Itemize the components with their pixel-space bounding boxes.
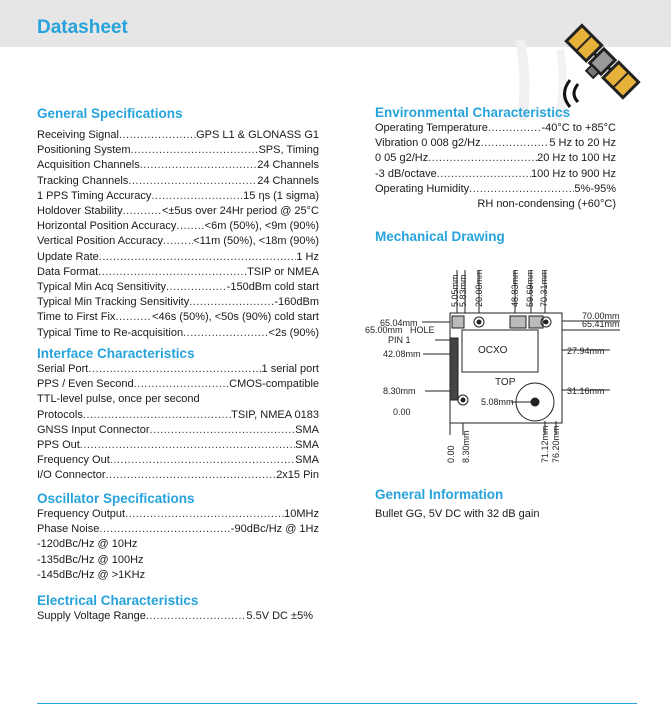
spec-label: Protocols bbox=[37, 408, 83, 421]
spec-label: Horizontal Position Accuracy bbox=[37, 220, 177, 233]
spec-row bbox=[37, 326, 319, 341]
spec-label: Typical Min Tracking Sensitivity bbox=[37, 296, 190, 309]
spec-label: PPS Out bbox=[37, 439, 80, 452]
spec-label: Update Rate bbox=[37, 250, 99, 263]
dim-label: 48.83mm bbox=[510, 269, 520, 307]
dim-label: 5.08mm bbox=[481, 397, 514, 407]
leader-dots bbox=[99, 250, 297, 265]
spec-label: Phase Noise bbox=[37, 523, 100, 536]
dim-label: 5.05mm bbox=[450, 274, 460, 307]
spec-value: <11m (50%), <18m (90%) bbox=[193, 235, 319, 248]
spec-value: CMOS-compatible bbox=[229, 378, 319, 391]
leader-dots bbox=[128, 174, 257, 189]
spec-value: -90dBc/Hz @ 1Hz bbox=[230, 523, 319, 536]
ocxo-label: OCXO bbox=[478, 345, 508, 356]
leader-dots bbox=[176, 219, 204, 234]
spec-row bbox=[37, 143, 319, 158]
dim-label: 59.69mm bbox=[525, 269, 535, 307]
oscillator-heading: Oscillator Specifications bbox=[37, 491, 195, 506]
leader-dots bbox=[83, 408, 231, 423]
leader-dots bbox=[98, 265, 247, 280]
spec-label: I/O Connector bbox=[37, 469, 106, 482]
leader-dots bbox=[125, 507, 284, 522]
phase-noise-line: -120dBc/Hz @ 10Hz bbox=[37, 538, 138, 551]
dim-label: 8.30mm bbox=[383, 386, 416, 396]
spec-value: 10MHz bbox=[284, 508, 319, 520]
spec-value: -40°C to +85°C bbox=[541, 122, 616, 134]
spec-label: Holdover Stability bbox=[37, 205, 123, 218]
spec-value: TSIP or NMEA bbox=[247, 265, 319, 278]
spec-value: SMA bbox=[295, 439, 319, 452]
leader-dots bbox=[80, 438, 295, 453]
spec-label: Serial Port bbox=[37, 363, 89, 375]
phase-noise-line: -135dBc/Hz @ 100Hz bbox=[37, 553, 144, 566]
dim-label: 0.00 bbox=[446, 445, 456, 463]
spec-row bbox=[375, 167, 616, 182]
spec-row bbox=[37, 204, 319, 219]
general-specs-heading: General Specifications bbox=[37, 106, 183, 121]
spec-row bbox=[37, 174, 319, 189]
leader-dots bbox=[183, 326, 268, 341]
spec-label: GNSS Input Connector bbox=[37, 423, 150, 436]
dim-label: 65.04mm bbox=[380, 318, 418, 328]
dim-label: 71.12mm bbox=[540, 425, 550, 463]
spec-value: <2s (90%) bbox=[268, 326, 319, 339]
spec-label: Typical Min Acq Sensitivity bbox=[37, 281, 166, 294]
spec-value: -160dBm bbox=[274, 296, 319, 309]
dim-label: 70.31mm bbox=[539, 269, 549, 307]
spec-value: 1 Hz bbox=[296, 250, 319, 263]
spec-label: Vibration 0 008 g2/Hz bbox=[375, 137, 481, 150]
dim-label: 70.00mm bbox=[582, 311, 620, 321]
spec-label: -3 dB/octave bbox=[375, 167, 437, 180]
spec-row bbox=[37, 362, 319, 377]
spec-label: Time to First Fix bbox=[37, 311, 116, 324]
spec-row bbox=[37, 438, 319, 453]
leader-dots bbox=[163, 234, 193, 249]
leader-dots bbox=[88, 362, 261, 377]
general-specs-list bbox=[37, 128, 319, 341]
spec-row bbox=[375, 182, 616, 197]
leader-dots bbox=[428, 151, 537, 166]
dim-label: HOLE bbox=[410, 325, 435, 335]
dim-label: 0.00 bbox=[393, 407, 411, 417]
spec-row bbox=[37, 250, 319, 265]
interface-note: TTL-level pulse, once per second bbox=[37, 393, 200, 406]
spec-row bbox=[37, 507, 319, 522]
spec-value: SMA bbox=[295, 423, 319, 436]
dim-label: 27.94mm bbox=[567, 346, 605, 356]
spec-row bbox=[37, 423, 319, 438]
footer-divider bbox=[37, 703, 637, 704]
spec-value: .15 ηs (1 sigma) bbox=[240, 189, 319, 202]
spec-value: 24 Channels bbox=[257, 159, 319, 172]
spec-row bbox=[375, 151, 616, 166]
spec-label: Frequency Out bbox=[37, 454, 110, 467]
spec-row bbox=[37, 219, 319, 234]
leader-dots bbox=[123, 204, 162, 219]
spec-label: 1 PPS Timing Accuracy bbox=[37, 189, 152, 202]
leader-dots bbox=[115, 310, 152, 325]
spec-row bbox=[37, 522, 319, 537]
dim-label: 65.41mm bbox=[582, 319, 620, 329]
spec-row bbox=[37, 128, 319, 143]
spec-label: Positioning System bbox=[37, 144, 131, 157]
oscillator-list bbox=[37, 507, 319, 583]
spec-label: Acquisition Channels bbox=[37, 159, 140, 172]
environmental-list bbox=[375, 121, 616, 212]
spec-row bbox=[37, 468, 319, 483]
dim-label: 76.20mm bbox=[551, 425, 561, 463]
leader-dots bbox=[488, 121, 542, 136]
dim-label: 42.08mm bbox=[383, 349, 421, 359]
leader-dots bbox=[166, 280, 227, 295]
spec-value: 20 Hz to 100 Hz bbox=[537, 152, 616, 165]
spec-label: Data Format bbox=[37, 265, 99, 278]
spec-label: Receiving Signal bbox=[37, 129, 119, 141]
spec-value: 100 Hz to 900 Hz bbox=[531, 167, 616, 180]
spec-label: Operating Humidity bbox=[375, 182, 470, 195]
leader-dots bbox=[151, 189, 240, 204]
spec-row bbox=[37, 453, 319, 468]
mechanical-drawing bbox=[355, 250, 625, 475]
interface-list bbox=[37, 362, 319, 484]
phase-noise-line: -145dBc/Hz @ >1KHz bbox=[37, 568, 146, 581]
electrical-list bbox=[37, 609, 313, 624]
spec-label: Typical Time to Re-acquisition bbox=[37, 326, 184, 339]
spec-row bbox=[37, 609, 313, 624]
spec-value: 5%-95% bbox=[574, 182, 616, 195]
spec-label: Frequency Output bbox=[37, 508, 126, 520]
leader-dots bbox=[469, 182, 574, 197]
dim-label: PIN 1 bbox=[388, 335, 411, 345]
leader-dots bbox=[189, 295, 274, 310]
spec-label: PPS / Even Second bbox=[37, 378, 134, 391]
spec-row bbox=[37, 234, 319, 249]
spec-value: TSIP, NMEA 0183 bbox=[231, 408, 319, 421]
leader-dots bbox=[131, 143, 259, 158]
spec-row bbox=[37, 265, 319, 280]
top-label: TOP bbox=[495, 377, 516, 388]
leader-dots bbox=[99, 522, 230, 537]
satellite-icon bbox=[556, 18, 646, 108]
leader-dots bbox=[481, 136, 550, 151]
leader-dots bbox=[437, 167, 531, 182]
spec-value: <±5us over 24Hr period @ 25°C bbox=[161, 205, 319, 218]
leader-dots bbox=[146, 609, 247, 624]
dim-label: 65.00mm bbox=[365, 325, 403, 335]
spec-value: 1 serial port bbox=[261, 363, 319, 375]
spec-label: 0 05 g2/Hz bbox=[375, 152, 429, 165]
spec-value: 5.5V DC ±5% bbox=[246, 610, 313, 622]
environmental-heading: Environmental Characteristics bbox=[375, 105, 571, 120]
leader-dots bbox=[119, 128, 196, 143]
humidity-note: RH non-condensing (+60°C) bbox=[477, 198, 616, 211]
dim-label: 31.16mm bbox=[567, 386, 605, 396]
leader-dots bbox=[134, 377, 230, 392]
dim-label: 20.00mm bbox=[474, 269, 484, 307]
spec-label: Supply Voltage Range bbox=[37, 610, 146, 622]
leader-dots bbox=[140, 158, 257, 173]
spec-value: SMA bbox=[295, 454, 319, 467]
spec-label: Tracking Channels bbox=[37, 174, 129, 187]
spec-row bbox=[37, 408, 319, 423]
spec-row bbox=[37, 189, 319, 204]
spec-value: SPS, Timing bbox=[258, 144, 319, 157]
spec-value: <6m (50%), <9m (90%) bbox=[204, 220, 319, 233]
spec-row bbox=[375, 136, 616, 151]
leader-dots bbox=[105, 468, 276, 483]
general-info-heading: General Information bbox=[375, 487, 504, 502]
dim-label: 5.83mm bbox=[458, 274, 468, 307]
electrical-heading: Electrical Characteristics bbox=[37, 593, 199, 608]
spec-value: 2x15 Pin bbox=[276, 469, 319, 482]
spec-value: 5 Hz to 20 Hz bbox=[549, 137, 616, 150]
interface-heading: Interface Characteristics bbox=[37, 346, 195, 361]
spec-row bbox=[37, 280, 319, 295]
general-info-text: Bullet GG, 5V DC with 32 dB gain bbox=[375, 508, 540, 520]
dim-label: 8.30mm bbox=[461, 430, 471, 463]
spec-row bbox=[375, 121, 616, 136]
mechanical-heading: Mechanical Drawing bbox=[375, 229, 505, 244]
spec-value: GPS L1 & GLONASS G1 bbox=[196, 129, 319, 141]
spec-label: Vertical Position Accuracy bbox=[37, 235, 163, 248]
spec-value: <46s (50%), <50s (90%) cold start bbox=[152, 311, 319, 324]
spec-value: 24 Channels bbox=[257, 174, 319, 187]
page-title: Datasheet bbox=[37, 17, 128, 38]
leader-dots bbox=[150, 423, 296, 438]
spec-value: -150dBm cold start bbox=[226, 281, 319, 294]
spec-row bbox=[37, 295, 319, 310]
spec-row bbox=[37, 158, 319, 173]
spec-label: Operating Temperature bbox=[375, 122, 488, 134]
spec-row bbox=[37, 377, 319, 392]
spec-row bbox=[37, 310, 319, 325]
leader-dots bbox=[110, 453, 295, 468]
